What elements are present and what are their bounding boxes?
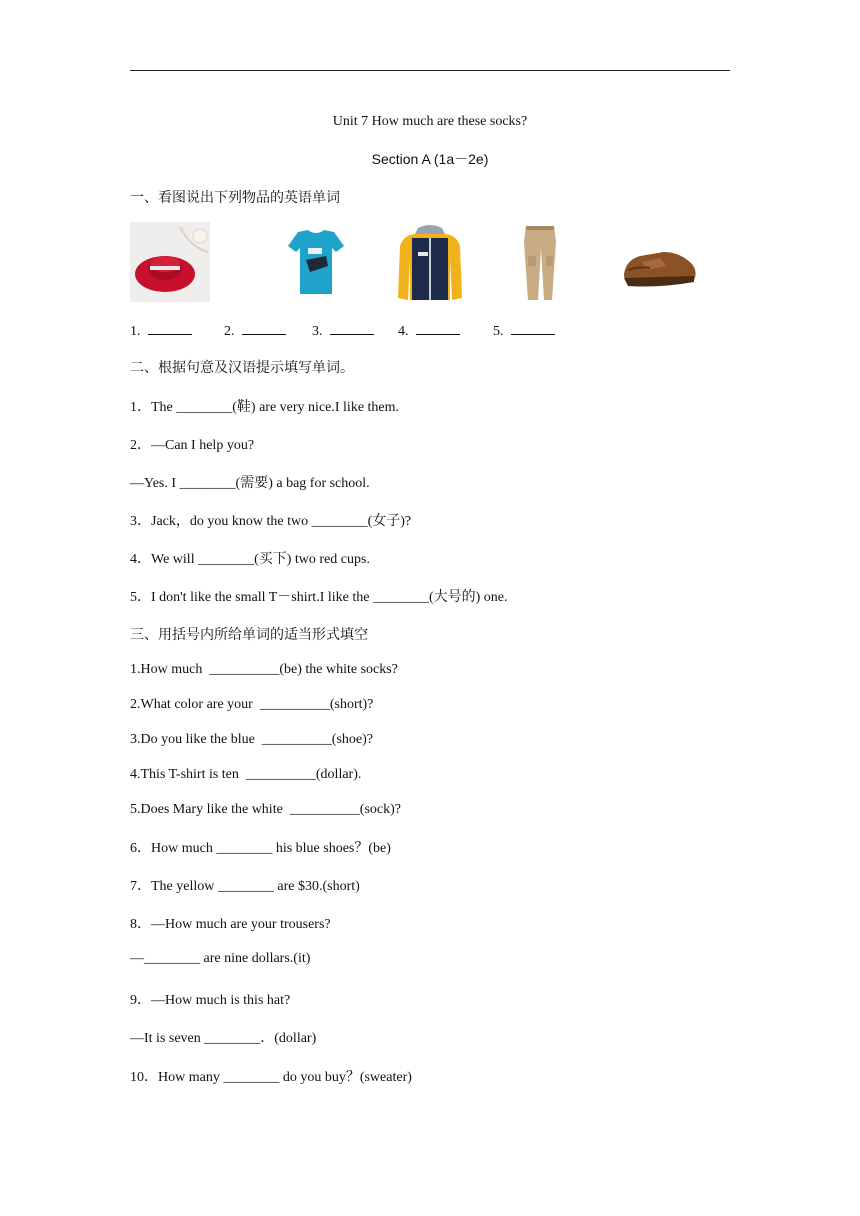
picture-answer-row	[130, 322, 730, 340]
s3-question-2: 2.What color are your __________(short)?	[130, 697, 374, 712]
section3-heading: 三、用括号内所给单词的适当形式填空	[130, 627, 368, 643]
answer-item-1: 1.	[130, 322, 192, 340]
shoes-icon	[620, 222, 700, 302]
s3-question-7: 7．The yellow ________ are $30.(short)	[130, 879, 360, 894]
s3-question-8: 8．—How much are your trousers?	[130, 917, 331, 932]
answer-item-3: 3.	[312, 322, 374, 340]
section1-heading: 一、看图说出下列物品的英语单词	[130, 190, 340, 206]
s2-question-1: 1．The ________(鞋) are very nice.I like them.	[130, 400, 400, 415]
hat-icon	[130, 222, 210, 302]
header-rule	[130, 70, 730, 71]
answer-blank-2[interactable]	[242, 322, 286, 335]
s2-question-3: 3．Jack，do you know the two ________(女子)?	[130, 514, 412, 529]
answer-item-5: 5.	[493, 322, 555, 340]
s2-question-4: 4．We will ________(买下) two red cups.	[130, 552, 370, 567]
s2-question-2: 2．—Can I help you?	[130, 438, 255, 453]
trousers-icon	[500, 222, 580, 302]
s2-question-5: 5．I don't like the small T－shirt.I like the ________(大号的) one.	[130, 590, 508, 605]
answer-item-4: 4.	[398, 322, 460, 340]
s3-question-9-reply: —It is seven ________．(dollar)	[130, 1031, 317, 1046]
t-shirt-icon	[276, 222, 356, 302]
page-subtitle: Section A (1a－2e)	[371, 151, 489, 167]
s3-question-9: 9．—How much is this hat?	[130, 993, 291, 1008]
s3-question-10: 10．How many ________ do you buy？(sweater)	[130, 1070, 412, 1085]
page-title: Unit 7 How much are these socks?	[332, 114, 528, 129]
s3-question-5: 5.Does Mary like the white __________(sock)?	[130, 802, 401, 817]
s2-question-2-reply: —Yes. I ________(需要) a bag for school.	[130, 476, 370, 491]
answer-blank-3[interactable]	[330, 322, 374, 335]
section2-heading: 二、根据句意及汉语提示填写单词。	[130, 360, 354, 376]
answer-blank-5[interactable]	[511, 322, 555, 335]
s3-question-3: 3.Do you like the blue __________(shoe)?	[130, 732, 374, 747]
jacket-icon	[390, 222, 470, 302]
answer-item-2: 2.	[224, 322, 286, 340]
s3-question-8-reply: —________ are nine dollars.(it)	[130, 951, 311, 966]
answer-blank-4[interactable]	[416, 322, 460, 335]
answer-blank-1[interactable]	[148, 322, 192, 335]
s3-question-4: 4.This T-shirt is ten __________(dollar).	[130, 767, 362, 782]
s3-question-6: 6．How much ________ his blue shoes？(be)	[130, 841, 391, 856]
s3-question-1: 1.How much __________(be) the white socks?	[130, 662, 398, 677]
